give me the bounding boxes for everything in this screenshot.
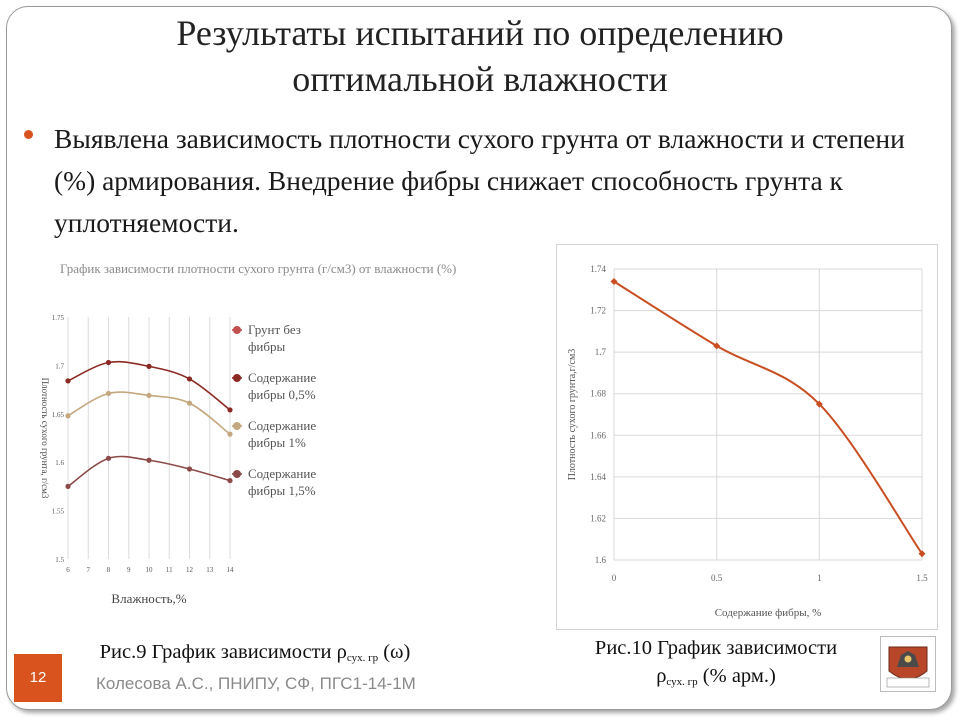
chart1-x-tick-label: 12	[186, 566, 193, 574]
slide-title	[30, 10, 930, 102]
chart1-data-point	[146, 393, 151, 398]
chart2-y-tick-label: 1.62	[590, 513, 606, 524]
chart1-data-point	[106, 456, 111, 461]
caption-fig-10-line-2	[556, 662, 876, 696]
chart2-x-tick-label: 1	[817, 573, 822, 583]
chart1-legend-label	[248, 418, 316, 450]
caption-fig-9-suffix: (ω)	[378, 641, 411, 663]
chart1-x-tick-label: 13	[206, 566, 214, 574]
chart1-legend-label-line: Содержание	[248, 466, 317, 481]
chart1-legend-label-line: фибры 1,5%	[248, 483, 316, 498]
chart1-x-tick-label: 9	[127, 566, 131, 574]
page-number: 12	[14, 654, 62, 702]
chart2-series-line	[614, 281, 922, 553]
chart1-data-point	[106, 360, 111, 365]
chart1-data-point	[65, 413, 70, 418]
chart1-data-point	[146, 458, 151, 463]
chart1-title: График зависимости плотности сухого грунта (г/см3) от влажности (%)	[60, 261, 457, 276]
chart1-legend-swatch-marker	[233, 326, 241, 334]
chart1-data-point	[227, 407, 232, 412]
footer-author: Колесова А.С., ПНИПУ, СФ, ПГС1-14-1М	[96, 674, 416, 693]
university-logo	[880, 636, 936, 692]
chart2-x-tick-label: 1.5	[916, 573, 928, 583]
chart1-y-tick-label: 1.75	[51, 314, 64, 322]
chart2-y-tick-label: 1.74	[590, 264, 606, 274]
bullet-dot-icon	[24, 130, 33, 139]
chart1-x-tick-label: 11	[165, 566, 173, 574]
caption-fig-9-prefix: Рис.9 График зависимости	[99, 641, 337, 663]
chart1-y-tick-label: 1.5	[55, 556, 64, 564]
chart2-x-tick-label: 0	[611, 573, 617, 583]
chart1-legend-label	[248, 322, 301, 354]
chart1-legend-swatch-marker	[233, 422, 241, 430]
chart2-y-tick-label: 1.7	[594, 347, 606, 358]
chart1-legend-label-line: фибры 0,5%	[248, 387, 316, 402]
chart1-y-tick-label: 1.7	[55, 362, 64, 371]
university-logo-icon	[881, 637, 935, 691]
chart1-legend-label-line: фибры	[248, 339, 286, 354]
chart1-data-point	[65, 378, 70, 383]
chart1-legend-label-line: Содержание	[248, 370, 317, 385]
chart1-data-point	[187, 401, 192, 406]
title-line-1: Результаты испытаний по определению	[176, 13, 784, 53]
chart1-data-point	[187, 376, 192, 381]
chart-density-vs-fiber-svg	[557, 245, 937, 629]
caption-fig-10-symbol: ρ	[656, 665, 667, 687]
chart1-legend-label	[248, 370, 316, 402]
bullet-text: Выявлена зависимость плотности сухого грунта от влажности и степени (%) армирования. Внедрение фибры снижает способность грунта к уплотняемости.	[54, 123, 905, 238]
chart1-x-tick-label: 14	[226, 566, 234, 574]
chart1-legend-label-line: Содержание	[248, 418, 317, 433]
chart1-x-tick-label: 8	[106, 566, 111, 574]
chart1-data-point	[187, 466, 192, 471]
chart2-y-tick-label: 1.68	[590, 388, 606, 399]
chart1-legend-label-line: фибры 1%	[248, 435, 306, 450]
chart-density-vs-fiber	[556, 244, 938, 630]
chart1-data-point	[227, 478, 232, 483]
caption-fig-10-line-1: Рис.10 График зависимости	[594, 637, 838, 659]
chart1-x-tick-label: 6	[66, 566, 70, 574]
chart1-legend-label	[248, 466, 316, 498]
chart1-data-point	[65, 484, 70, 489]
chart2-y-axis-label: Плотность сухого грунта,г/см3	[567, 348, 578, 481]
chart1-x-tick-label: 10	[145, 566, 153, 574]
chart1-legend-swatch-marker	[233, 374, 241, 382]
chart1-x-axis-label: Влажность,%	[111, 591, 187, 606]
chart2-y-tick-label: 1.6	[594, 555, 606, 565]
chart2-y-tick-label: 1.72	[590, 305, 606, 316]
chart1-x-tick-label: 7	[86, 566, 90, 574]
caption-fig-9-symbol: ρ	[336, 641, 347, 663]
caption-fig-9	[40, 638, 470, 672]
chart1-y-axis-label: Плотность сухого грунта, г/см3	[40, 377, 50, 499]
chart1-legend-label-line: Грунт без	[248, 322, 301, 337]
chart-density-vs-moisture	[22, 245, 534, 607]
title-line-2: оптимальной влажности	[292, 59, 668, 99]
chart2-y-tick-label: 1.66	[590, 430, 606, 441]
chart1-y-tick-label: 1.6	[55, 459, 64, 468]
chart1-data-point	[106, 391, 111, 396]
chart-density-vs-moisture-svg	[22, 245, 534, 607]
chart2-x-tick-label: 0.5	[711, 573, 723, 583]
chart1-y-tick-label: 1.65	[51, 410, 64, 419]
caption-fig-10-suffix: (% арм.)	[697, 665, 776, 687]
caption-fig-10-subscript: сух. гр	[666, 676, 698, 688]
chart1-data-point	[146, 364, 151, 369]
chart2-x-axis-label: Содержание фибры, %	[714, 607, 822, 619]
chart1-legend-swatch-marker	[233, 470, 241, 478]
chart1-data-point	[227, 432, 232, 437]
chart1-y-tick-label: 1.55	[51, 507, 64, 516]
chart2-y-tick-label: 1.64	[590, 471, 606, 482]
caption-fig-9-subscript: сух. гр	[346, 652, 379, 664]
caption-fig-10	[556, 634, 876, 696]
